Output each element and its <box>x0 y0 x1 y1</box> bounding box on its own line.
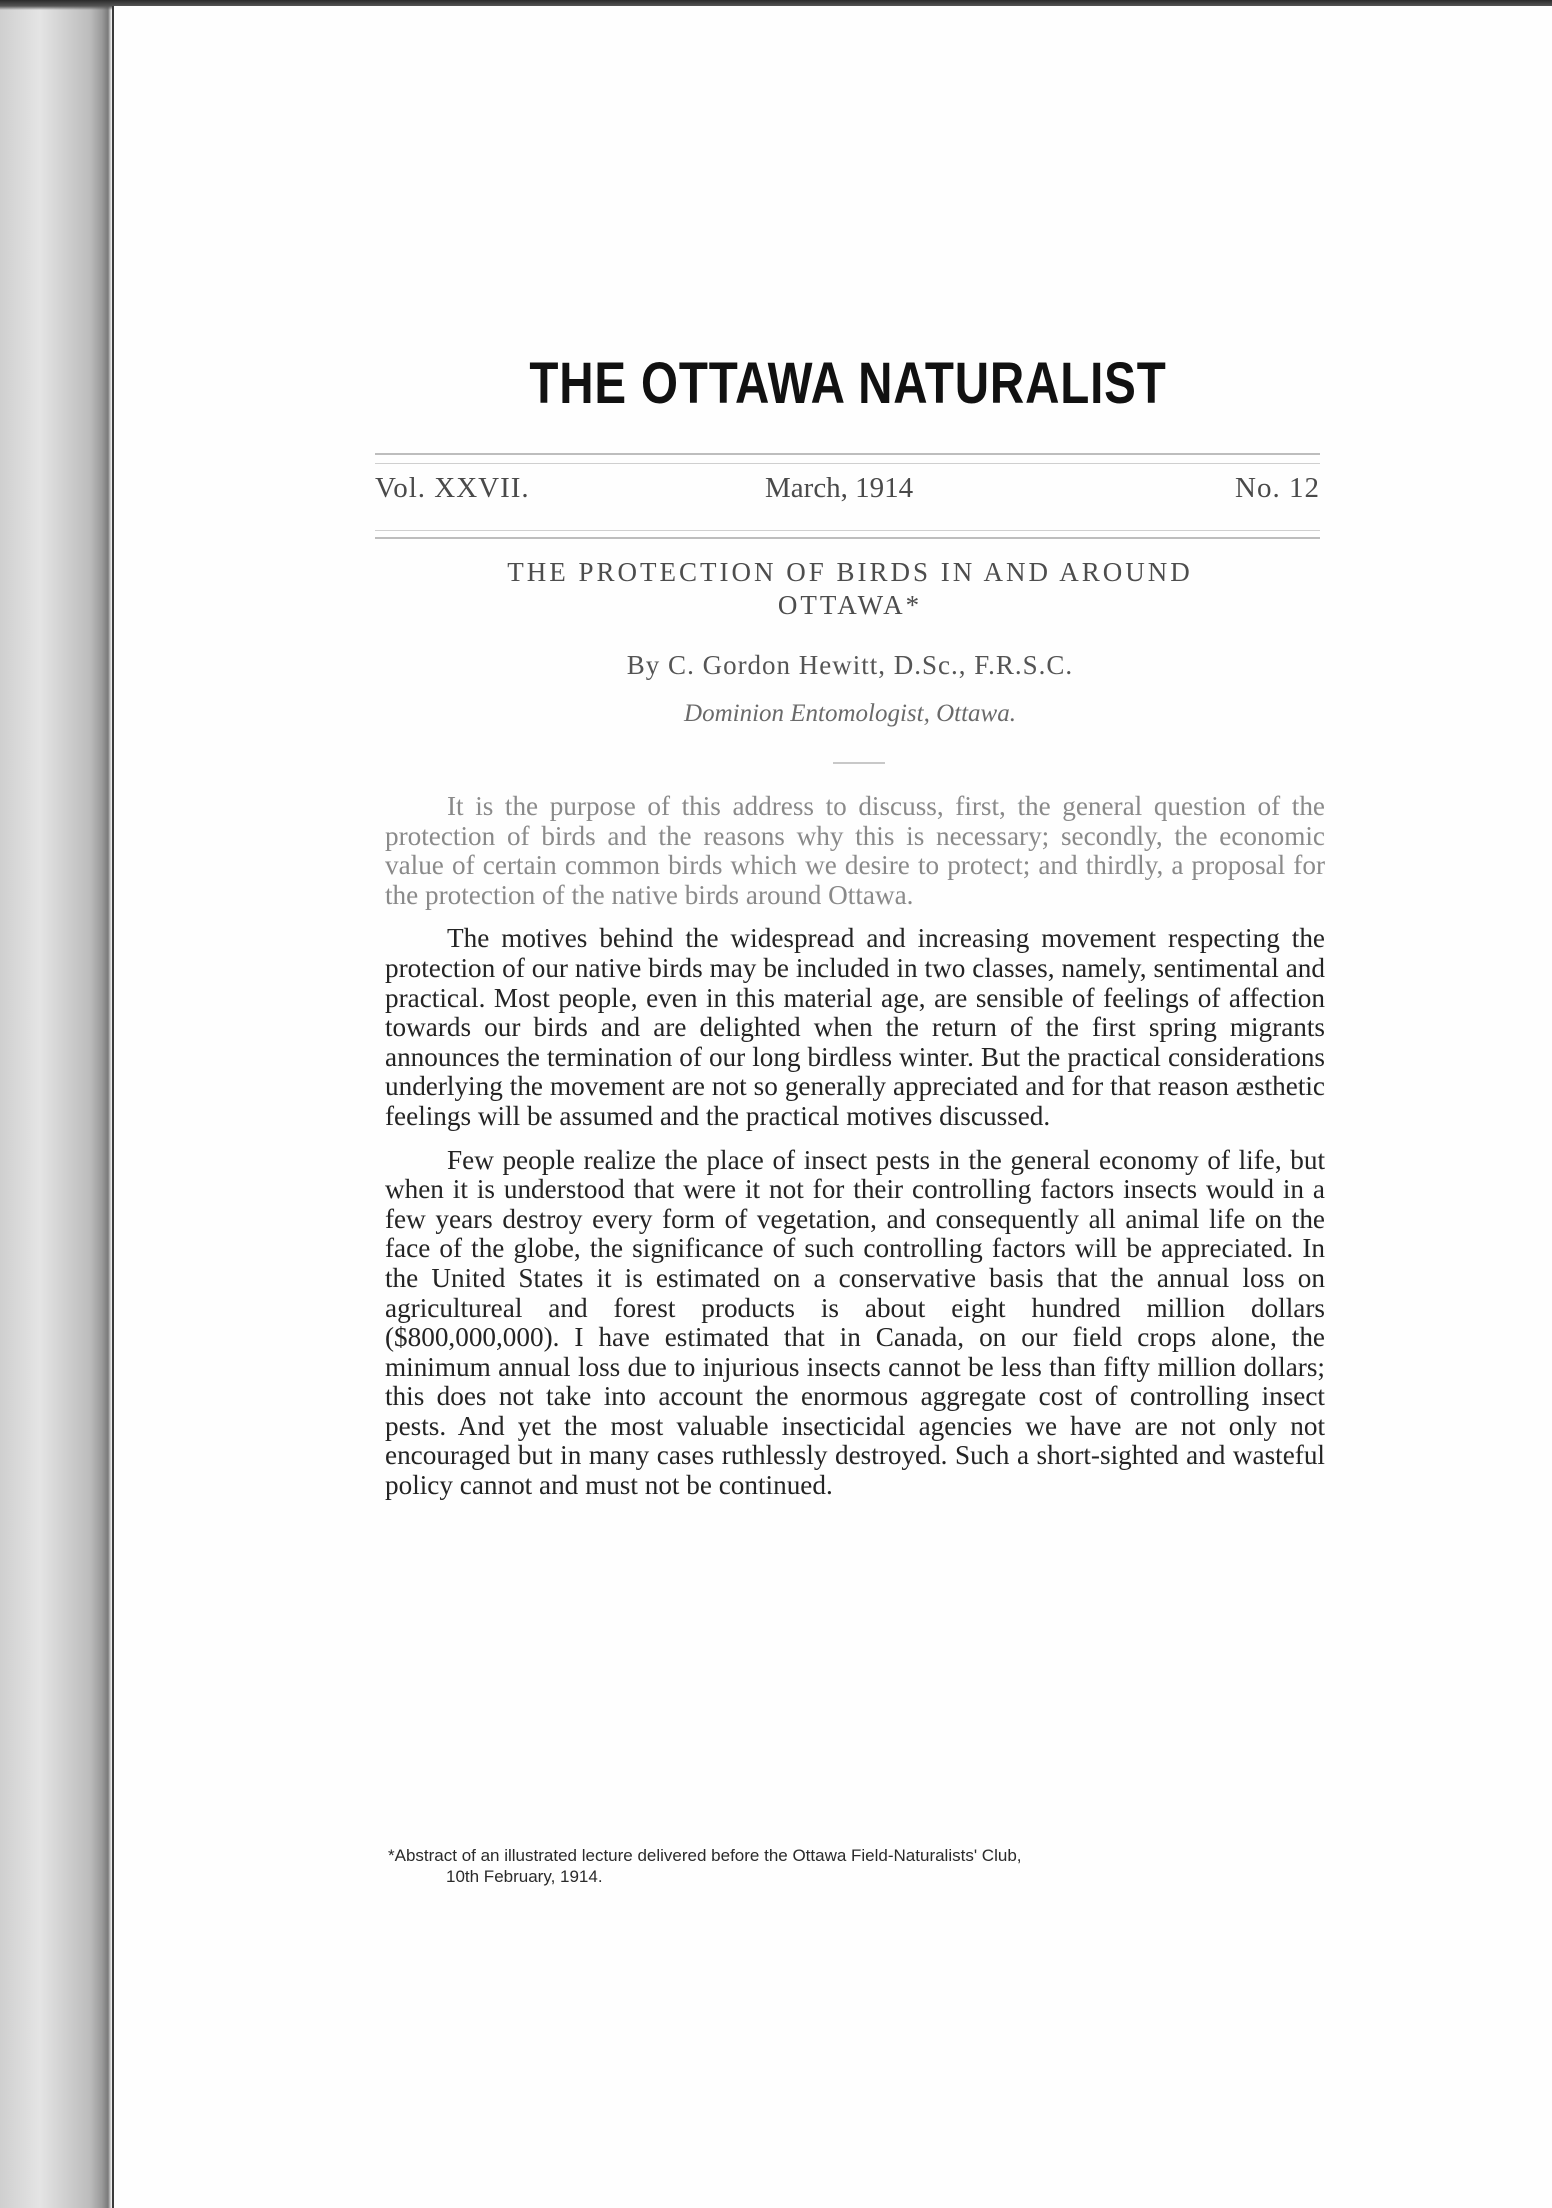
paragraph-3: Few people realize the place of insect pests in the general economy of life, but when it is understood that were it not for their controlling factors insects would in a few years destroy every form of vegetation, and consequently all animal life on the face of the globe, the significance of such controlling factors will be appreciated. In the United States it is estimated on a conservative basis that the annual loss on agricultureal and forest products is about eight hundred million dollars ($800,000,000). I have estimated that in Canada, on our field crops alone, the minimum annual loss due to injurious insects cannot be less than fifty million dollars; this does not take into account the enormous aggregate cost of controlling insect pests. And yet the most valuable insecticidal agencies we have are not only not encouraged but in many cases ruthlessly destroyed. Such a short-sighted and wasteful policy cannot and must not be continued. <box>385 1144 1325 1501</box>
footnote-line-1: *Abstract of an illustrated lecture delivered before the Ottawa Field-Naturalists' Club, <box>388 1846 1022 1865</box>
issue-volume: Vol. XXVII. <box>375 472 530 504</box>
issue-number: No. 12 <box>1235 472 1320 504</box>
footnote-line-2: 10th February, 1914. <box>446 1867 603 1886</box>
paragraph-2: The motives behind the widespread and increasing movement respecting the protection of our native birds may be included in two classes, namely, sentimental and practical. Most people, even in this material age, are sensible of feelings of affection towards our birds and are delighted when the return of the first spring migrants announces the termination of our long birdless winter. But the practical considerations underlying the movement are not so generally appreciated and for that reason æsthetic feelings will be assumed and the practical motives discussed. <box>385 923 1325 1131</box>
issue-rule-thin <box>375 530 1320 531</box>
article-title <box>400 556 1300 622</box>
article-title-line-2: OTTAWA* <box>777 590 923 620</box>
article-byline: By C. Gordon Hewitt, D.Sc., F.R.S.C. <box>626 650 1074 680</box>
section-divider <box>833 762 885 764</box>
masthead-rule-top <box>375 453 1320 455</box>
masthead-rule-top-thin <box>375 463 1320 464</box>
issue-date: March, 1914 <box>765 472 914 504</box>
journal-masthead: THE OTTAWA NATURALIST <box>529 351 1167 416</box>
issue-info-row <box>375 472 1320 516</box>
article-title-line-1: THE PROTECTION OF BIRDS IN AND AROUND <box>507 557 1193 587</box>
issue-rule-bottom <box>375 537 1320 539</box>
article-body <box>385 792 1325 1515</box>
author-affiliation: Dominion Entomologist, Ottawa. <box>684 700 1016 727</box>
footnote <box>388 1845 1358 1887</box>
paragraph-1: It is the purpose of this address to discuss, first, the general question of the protection of birds and the reasons why this is necessary; secondly, the economic value of certain common birds which we desire to protect; and thirdly, a proposal for the protection of the native birds around Ottawa. <box>385 791 1325 910</box>
